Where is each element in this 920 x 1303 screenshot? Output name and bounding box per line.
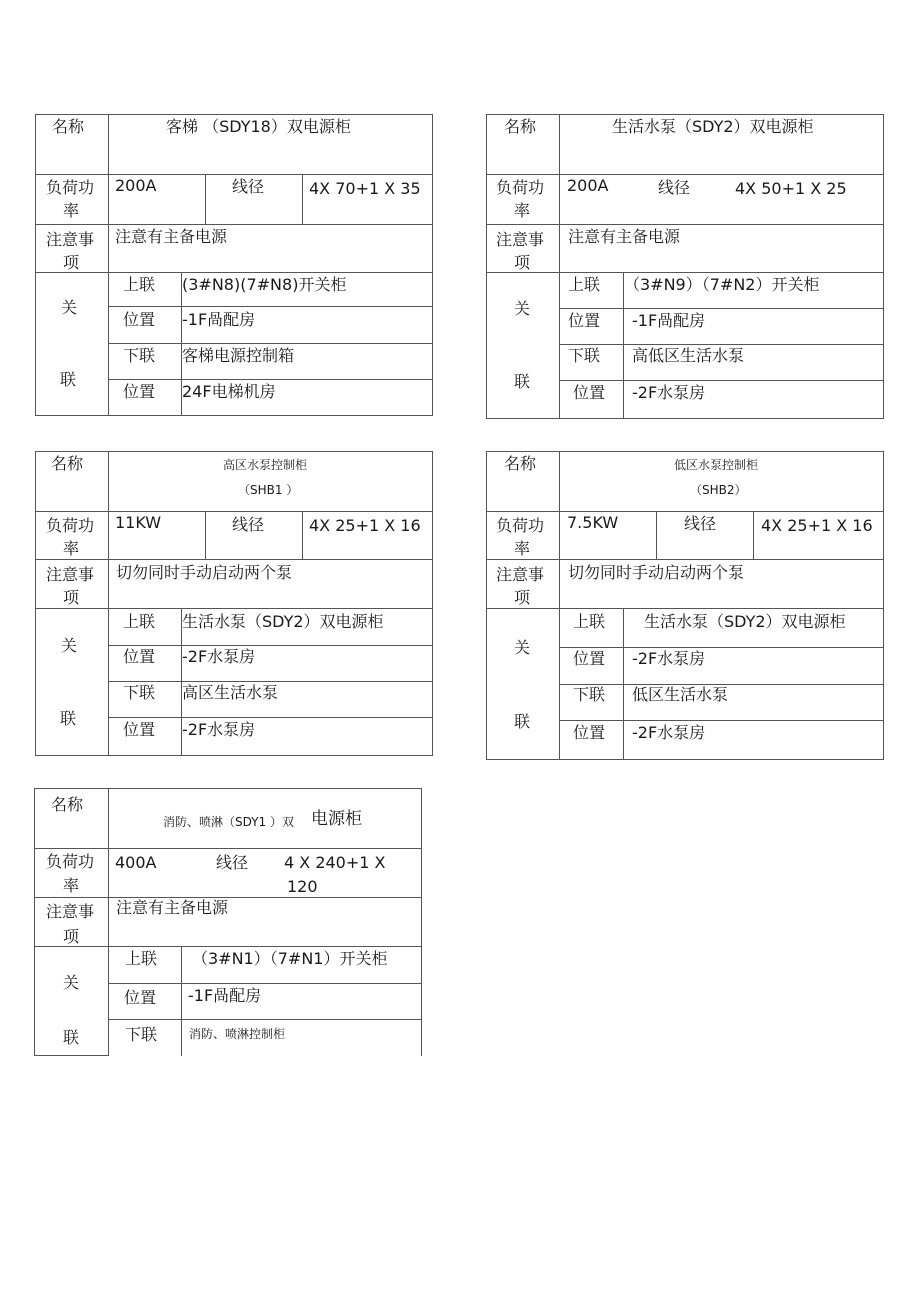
- wire-value-2: 120: [287, 877, 318, 896]
- upstream-position-label: 位置: [568, 311, 601, 330]
- note-value: 注意有主备电源: [116, 898, 229, 917]
- wire-value: 4X 70+1 X 35: [309, 179, 421, 198]
- relation-label-2: 联: [60, 709, 77, 728]
- note-label: 注意事: [496, 565, 545, 584]
- downstream-label: 下联: [568, 346, 601, 365]
- downstream-value: 高区生活水泵: [182, 683, 279, 702]
- upstream-value: 生活水泵（SDY2）双电源柜: [644, 612, 846, 631]
- note-label-2: 项: [514, 588, 531, 607]
- load-power-label: 负荷功: [496, 178, 545, 197]
- name-label: 名称: [51, 454, 84, 473]
- wire-value: 4X 50+1 X 25: [735, 179, 847, 198]
- load-power-value: 11KW: [115, 513, 162, 532]
- load-power-value: 400A: [115, 853, 157, 872]
- wire-value: 4X 25+1 X 16: [309, 516, 421, 535]
- load-power-label-2: 率: [514, 201, 531, 220]
- downstream-position-value: 24F电梯机房: [182, 382, 276, 401]
- upstream-label: 上联: [573, 612, 606, 631]
- name-label: 名称: [504, 117, 537, 136]
- wire-value: 4 X 240+1 X: [284, 853, 386, 872]
- note-label: 注意事: [496, 230, 545, 249]
- card-domestic-water-pump: [486, 114, 884, 419]
- wire-label: 线径: [232, 177, 265, 196]
- relation-label-2: 联: [514, 372, 531, 391]
- load-power-label: 负荷功: [46, 178, 95, 197]
- downstream-value: 消防、喷淋控制柜: [189, 1027, 286, 1041]
- wire-label: 线径: [684, 514, 717, 533]
- downstream-value: 高低区生活水泵: [632, 346, 745, 365]
- downstream-value: 客梯电源控制箱: [182, 346, 295, 365]
- note-value: 注意有主备电源: [115, 227, 228, 246]
- note-label-2: 项: [63, 588, 80, 607]
- downstream-position-value: -2F水泵房: [182, 720, 256, 739]
- load-power-label-2: 率: [63, 539, 80, 558]
- note-value: 注意有主备电源: [568, 227, 681, 246]
- upstream-position-label: 位置: [573, 649, 606, 668]
- relation-label: 关: [63, 973, 80, 992]
- downstream-label: 下联: [123, 683, 156, 702]
- cabinet-name: 生活水泵（SDY2）双电源柜: [612, 117, 814, 136]
- upstream-position-value: -1F咼配房: [182, 310, 256, 329]
- upstream-value: （3#N1）（7#N1）开关柜: [192, 949, 388, 968]
- note-value: 切勿同时手动启动两个泵: [116, 563, 293, 582]
- cabinet-name: 低区水泵控制柜: [674, 458, 759, 472]
- load-power-label: 负荷功: [496, 516, 545, 535]
- load-power-label-2: 率: [514, 539, 531, 558]
- note-label-2: 项: [514, 253, 531, 272]
- downstream-value: 低区生活水泵: [632, 685, 729, 704]
- name-label: 名称: [51, 795, 84, 814]
- load-power-label-2: 率: [63, 201, 80, 220]
- upstream-position-value: -2F水泵房: [182, 647, 256, 666]
- upstream-value: （3#N9）（7#N2）开关柜: [624, 275, 820, 294]
- upstream-position-label: 位置: [123, 310, 156, 329]
- relation-label: 关: [514, 299, 531, 318]
- name-label: 名称: [504, 454, 537, 473]
- load-power-value: 7.5KW: [567, 513, 619, 532]
- upstream-position-label: 位置: [124, 988, 157, 1007]
- upstream-position-label: 位置: [123, 647, 156, 666]
- cabinet-name: 高区水泵控制柜: [223, 458, 308, 472]
- upstream-value: (3#N8)(7#N8)开关柜: [182, 275, 347, 294]
- downstream-position-value: -2F水泵房: [632, 383, 706, 402]
- load-power-label: 负荷功: [46, 852, 95, 871]
- upstream-label: 上联: [125, 949, 158, 968]
- downstream-position-label: 位置: [123, 720, 156, 739]
- upstream-label: 上联: [123, 612, 156, 631]
- wire-label: 线径: [216, 853, 249, 872]
- relation-label-2: 联: [63, 1028, 80, 1047]
- relation-label-2: 联: [514, 712, 531, 731]
- name-label: 名称: [52, 117, 85, 136]
- note-label: 注意事: [46, 902, 95, 921]
- note-label: 注意事: [46, 230, 95, 249]
- card-passenger-elevator: [35, 114, 433, 416]
- note-label: 注意事: [46, 565, 95, 584]
- relation-label-2: 联: [60, 370, 77, 389]
- wire-value: 4X 25+1 X 16: [761, 516, 873, 535]
- card-high-zone-pump-control: [35, 451, 433, 756]
- load-power-label: 负荷功: [46, 516, 95, 535]
- downstream-position-label: 位置: [573, 383, 606, 402]
- upstream-label: 上联: [568, 275, 601, 294]
- relation-label: 关: [61, 636, 78, 655]
- cabinet-name: 电源柜: [311, 809, 362, 829]
- upstream-position-value: -1F咼配房: [632, 311, 706, 330]
- cabinet-name: 客梯 （SDY18）双电源柜: [166, 117, 351, 136]
- note-label-2: 项: [63, 927, 80, 946]
- load-power-label-2: 率: [63, 876, 80, 895]
- cabinet-code: （SHB1 ）: [238, 483, 299, 497]
- downstream-label: 下联: [125, 1025, 158, 1044]
- upstream-position-value: -2F水泵房: [632, 649, 706, 668]
- note-value: 切勿同时手动启动两个泵: [568, 563, 745, 582]
- cabinet-name-prefix: 消防、喷淋（SDY1 ）双: [163, 815, 294, 829]
- upstream-label: 上联: [123, 275, 156, 294]
- note-label-2: 项: [63, 253, 80, 272]
- relation-label: 关: [514, 638, 531, 657]
- upstream-position-value: -1F咼配房: [188, 986, 262, 1005]
- downstream-position-label: 位置: [573, 723, 606, 742]
- wire-label: 线径: [658, 178, 691, 197]
- load-power-value: 200A: [567, 176, 609, 195]
- cabinet-code: （SHB2）: [690, 483, 747, 497]
- card-low-zone-pump-control: [486, 451, 884, 760]
- relation-label: 关: [61, 298, 78, 317]
- downstream-label: 下联: [573, 685, 606, 704]
- downstream-label: 下联: [123, 346, 156, 365]
- downstream-position-label: 位置: [123, 382, 156, 401]
- card-fire-sprinkler: [34, 788, 422, 1056]
- upstream-value: 生活水泵（SDY2）双电源柜: [182, 612, 384, 631]
- load-power-value: 200A: [115, 176, 157, 195]
- wire-label: 线径: [232, 515, 265, 534]
- downstream-position-value: -2F水泵房: [632, 723, 706, 742]
